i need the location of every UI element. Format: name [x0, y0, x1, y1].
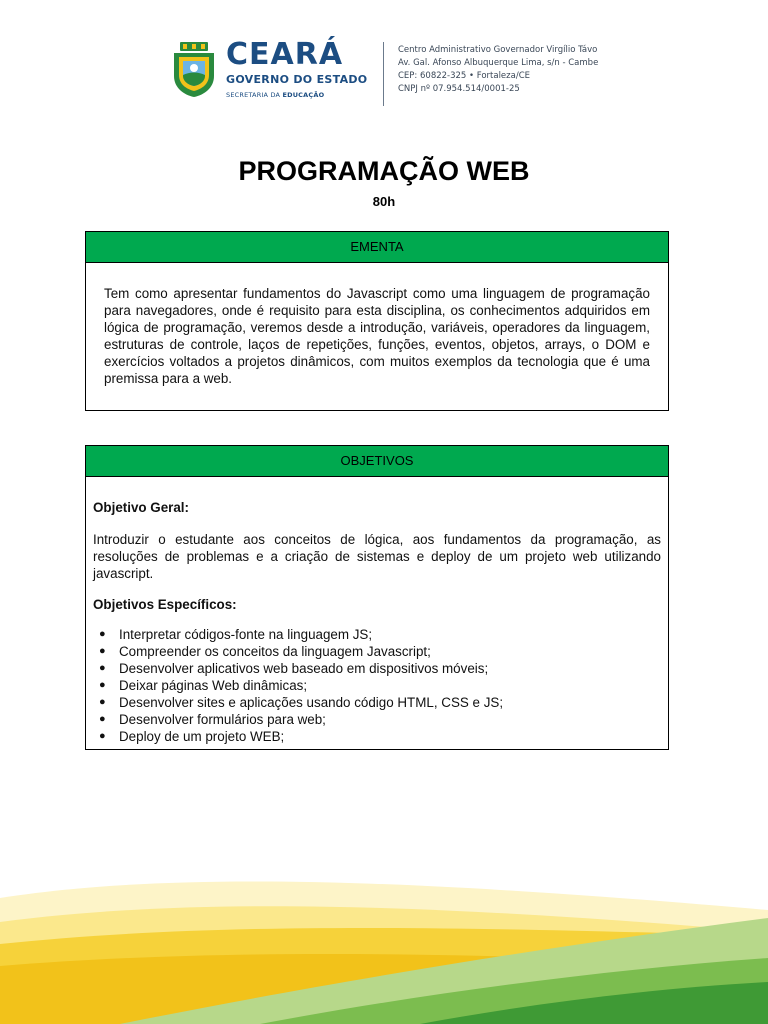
list-item — [93, 643, 661, 660]
objetivo-geral-text: Introduzir o estudante aos conceitos de lógica, aos fundamentos da programação, as resoluções de problemas e a criação de sistemas e deploy de um projeto web utilizando javascript. — [93, 532, 661, 581]
list-item — [93, 660, 661, 677]
ementa-text: Tem como apresentar fundamentos do Javascript como uma linguagem de programação para navegadores, onde é requisito para esta disciplina, os conhecimentos adquiridos em lógica de programação, veremos desde a introdução, variáveis, operadores da linguagem, estruturas de controle, laços de repetições, funções, eventos, objetos, arrays, o DOM e exercícios voltados a projetos dinâmicos, com muitos exemplos da tecnologia que é uma premissa para a web. — [104, 286, 650, 386]
list-item — [93, 728, 661, 745]
list-item — [93, 711, 661, 728]
list-item-text: Deixar páginas Web dinâmicas; — [119, 678, 308, 693]
course-hours: 80h — [372, 194, 396, 209]
brand-subtitle: GOVERNO DO ESTADO — [226, 73, 368, 86]
brand-block — [226, 37, 368, 99]
objetivo-geral-label: Objetivo Geral: — [93, 500, 189, 515]
bullet-icon: ● — [99, 662, 106, 674]
ementa-section — [85, 231, 669, 411]
list-item-text: Compreender os conceitos da linguagem Javascript; — [119, 644, 431, 659]
state-seal-icon — [170, 42, 218, 98]
objetivos-section — [85, 445, 669, 750]
brand-dept-prefix: SECRETARIA DA — [226, 91, 283, 99]
brand-dept-name: EDUCAÇÃO — [282, 91, 325, 99]
bullet-icon: ● — [99, 713, 106, 725]
list-item — [93, 677, 661, 694]
list-item-text: Deploy de um projeto WEB; — [119, 729, 285, 744]
brand-title: CEARÁ — [226, 37, 344, 72]
ementa-heading: EMENTA — [86, 232, 668, 263]
list-item — [93, 694, 661, 711]
objetivos-especificos-list — [93, 626, 661, 745]
address-line: Centro Administrativo Governador Virgílio Távo — [398, 45, 598, 55]
address-line: CEP: 60822-325 • Fortaleza/CE — [398, 71, 530, 81]
bullet-icon: ● — [99, 645, 106, 657]
list-item-text: Interpretar códigos-fonte na linguagem JS; — [119, 627, 373, 642]
bullet-icon: ● — [99, 628, 106, 640]
list-item — [93, 626, 661, 643]
bullet-icon: ● — [99, 730, 106, 742]
objetivos-heading: OBJETIVOS — [86, 446, 668, 477]
address-line: Av. Gal. Afonso Albuquerque Lima, s/n - Cambe — [398, 58, 599, 68]
list-item-text: Desenvolver aplicativos web baseado em dispositivos móveis; — [119, 661, 489, 676]
footer-wave-decoration — [0, 870, 768, 1024]
letterhead — [150, 34, 620, 116]
bullet-icon: ● — [99, 696, 106, 708]
bullet-icon: ● — [99, 679, 106, 691]
list-item-text: Desenvolver sites e aplicações usando código HTML, CSS e JS; — [119, 695, 504, 710]
header-divider — [383, 42, 384, 106]
list-item-text: Desenvolver formulários para web; — [119, 712, 326, 727]
objetivos-body — [86, 477, 668, 745]
address-block — [398, 44, 598, 96]
address-line: CNPJ nº 07.954.514/0001-25 — [398, 84, 520, 94]
document-title: PROGRAMAÇÃO WEB — [238, 156, 530, 186]
brand-department — [226, 91, 367, 99]
objetivos-especificos-label: Objetivos Específicos: — [93, 597, 237, 612]
